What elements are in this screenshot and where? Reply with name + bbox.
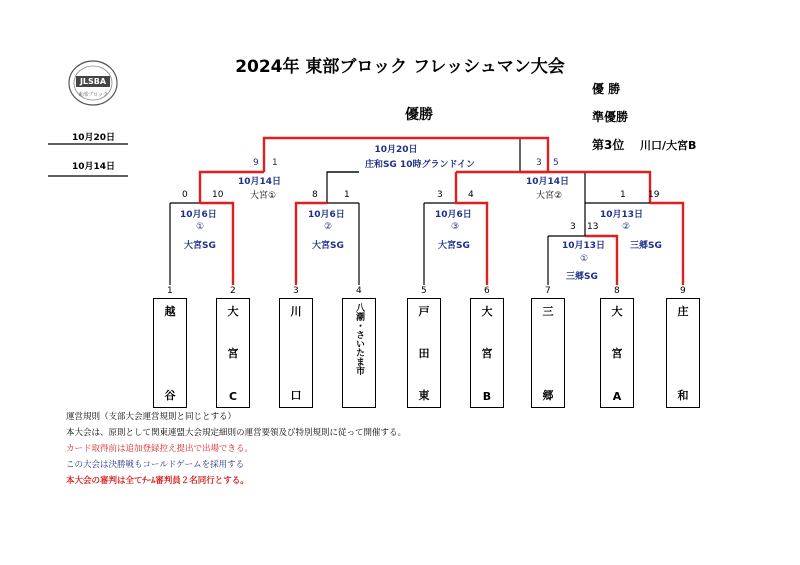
r1-score-left: 3: [570, 222, 576, 232]
r1-venue: 三郷SG: [566, 272, 598, 282]
team-2-bottom: C: [228, 390, 238, 403]
third-value: 川口/大宮B: [640, 139, 697, 152]
team-6-mid: 宮: [481, 347, 493, 360]
team-2-top: 大: [227, 305, 239, 318]
sf-right-venue: 大宮②: [536, 191, 563, 201]
note-1: 運営規則（支部大会運営規則と同じとする）: [66, 412, 237, 422]
qf3-venue: 大宮SG: [438, 241, 470, 251]
team-9-top: 庄: [677, 305, 689, 318]
qf2-date: 10月6日: [308, 210, 345, 220]
team-num-3: 3: [293, 286, 299, 296]
logo-subtext: 東部ブロック: [78, 92, 108, 98]
runner-up-label: 準優勝: [592, 110, 629, 124]
team-box-5: [407, 298, 441, 408]
qf4-no: ②: [622, 222, 631, 232]
team-num-7: 7: [545, 286, 551, 296]
team-6-bottom: B: [482, 390, 492, 403]
qf2-no: ②: [324, 222, 333, 232]
team-4-vertical: 八潮・さいたま市: [354, 303, 364, 375]
third-label: 第3位: [592, 138, 625, 152]
team-8-top: 大: [611, 305, 623, 318]
team-box-2: [216, 298, 250, 408]
team-box-4: [342, 298, 376, 408]
team-num-1: 1: [167, 286, 173, 296]
champion-label: 優 勝: [592, 82, 621, 96]
team-box-1: [153, 298, 187, 408]
team-num-6: 6: [484, 286, 490, 296]
team-box-8: [600, 298, 634, 408]
r1-no: ①: [580, 254, 589, 264]
team-box-9: [666, 298, 700, 408]
team-5-top: 戸: [418, 305, 430, 318]
note-5: 本大会の審判は全てﾁｰﾑ審判員２名同行とする。: [66, 476, 249, 486]
qf1-score-left: 0: [182, 190, 188, 200]
team-5-bottom: 東: [418, 389, 430, 402]
qf1-venue: 大宮SG: [184, 241, 216, 251]
team-9-bottom: 和: [677, 389, 689, 402]
note-4: この大会は決勝戦もコールドゲームを採用する: [66, 460, 245, 470]
team-1-top: 越: [164, 305, 176, 318]
team-4-name: [343, 303, 375, 381]
qf4-venue: 三郷SG: [630, 241, 662, 251]
team-num-9: 9: [680, 286, 686, 296]
team-num-4: 4: [356, 286, 362, 296]
team-3-bottom: 口: [290, 389, 302, 402]
team-box-7: [531, 298, 565, 408]
team-2-mid: 宮: [227, 347, 239, 360]
qf2-venue: 大宮SG: [312, 241, 344, 251]
qf3-date: 10月6日: [435, 210, 472, 220]
team-7-top: 三: [542, 305, 554, 318]
sf-left-date: 10月14日: [238, 177, 282, 187]
team-3-top: 川: [290, 305, 302, 318]
sf-right-score-left: 3: [536, 158, 542, 168]
qf1-date: 10月6日: [180, 210, 217, 220]
note-3: カード取得前は追加登録控え提出で出場できる。: [66, 444, 254, 454]
side-date-2: 10月14日: [72, 162, 116, 172]
r1-score-right: 13: [587, 222, 599, 232]
logo-text: JLSBA: [79, 77, 107, 86]
team-6-top: 大: [481, 305, 493, 318]
qf2-score-right: 1: [344, 190, 350, 200]
sf-left-score-left: 9: [253, 158, 259, 168]
team-num-2: 2: [230, 286, 236, 296]
team-box-6: [470, 298, 504, 408]
sf-right-score-right: 5: [553, 158, 559, 168]
team-num-8: 8: [614, 286, 620, 296]
qf3-no: ③: [451, 222, 460, 232]
sf-left-score-right: 1: [272, 158, 278, 168]
qf1-no: ①: [196, 222, 205, 232]
r1-date: 10月13日: [562, 241, 606, 251]
qf4-date: 10月13日: [600, 210, 644, 220]
page-title: 2024年 東部ブロック フレッシュマン大会: [235, 57, 565, 77]
team-7-bottom: 郷: [542, 389, 554, 402]
champion-heading: 優勝: [405, 107, 433, 123]
qf4-score-left: 1: [620, 190, 626, 200]
team-num-5: 5: [421, 286, 427, 296]
qf3-score-left: 3: [437, 190, 443, 200]
team-8-bottom: A: [612, 390, 622, 403]
final-venue: 庄和SG 10時グランドイン: [364, 160, 476, 170]
qf3-score-right: 4: [468, 190, 474, 200]
note-2: 本大会は、原則として関東連盟大会規定細則の運営要領及び特別規則に従って開催する。: [66, 428, 407, 438]
sf-left-venue: 大宮①: [250, 191, 277, 201]
team-1-bottom: 谷: [164, 389, 176, 402]
team-8-mid: 宮: [611, 347, 623, 360]
side-date-1: 10月20日: [72, 133, 116, 143]
qf4-score-right: 19: [648, 190, 660, 200]
final-date: 10月20日: [374, 145, 418, 155]
sf-left-loser: [327, 172, 359, 203]
qf2-score-left: 8: [312, 190, 318, 200]
team-box-3: [279, 298, 313, 408]
qf1-score-right: 10: [212, 190, 224, 200]
team-5-mid: 田: [418, 347, 430, 360]
sf-right-date: 10月14日: [526, 177, 570, 187]
